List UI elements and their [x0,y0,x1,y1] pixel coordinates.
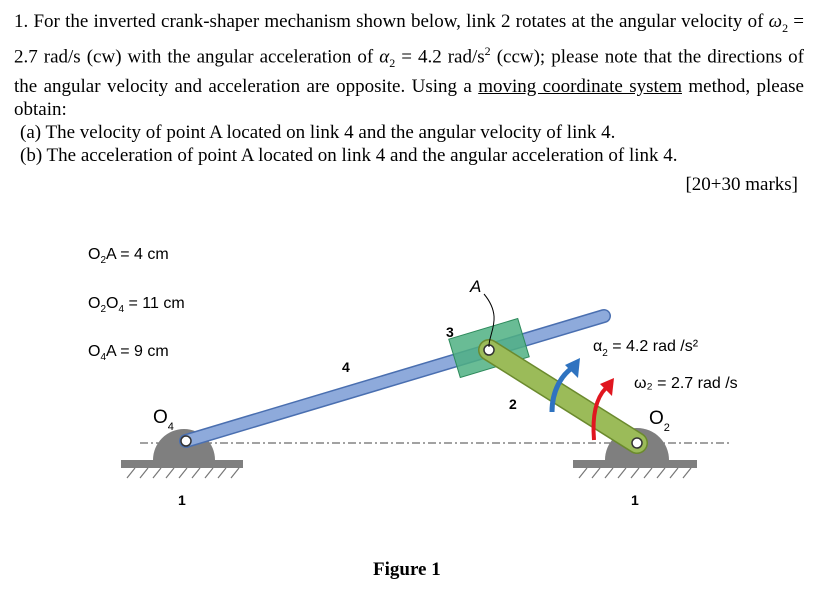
label-ground-left: 1 [178,492,186,508]
pin-o4 [181,436,191,446]
ground-left-hatching [127,468,239,478]
label-ground-right: 1 [631,492,639,508]
problem-intro: 1. For the inverted crank-shaper mechanism shown below, link 2 rotates at the angular velocity of $\omega_2 = 2.7$ rad/s (cw) with the angular acceleration of $\alpha_2 = 4.2$ rad/$s^2$ (ccw); please note that the directions of the angular velocity and acceleration are opposite. Using a moving coordinate system method, please obtain: [14,11,805,120]
ground-right-hatching [579,468,691,478]
label-a: A [470,277,482,296]
ground-right-base [573,460,697,468]
label-o2: $O_2$ [649,408,670,434]
alpha-label: $\alpha_2 = 4.2$ rad /s² [593,338,699,359]
pin-o2 [632,438,642,448]
given-o2o4: $O_2O_4 = 11$ cm [88,295,185,316]
given-o4a: $O_4A = 9$ cm [88,343,169,364]
figure-caption: Figure 1 [373,559,441,580]
label-o4: $O_4$ [153,407,174,433]
part-b: (b) The acceleration of point A located on link 4 and the angular acceleration of link 4. [20,144,678,166]
label-link-4: 4 [342,359,350,375]
label-link-2: 2 [509,396,517,412]
problem-number: 1. [14,11,29,32]
underlined-method: moving coordinate system [478,75,682,97]
label-link-3: 3 [446,324,454,340]
part-a: (a) The velocity of point A located on link 4 and the angular velocity of link 4. [20,121,616,143]
marks-label: [20+30 marks] [685,174,798,195]
given-o2a: $O_2A = 4$ cm [88,246,169,267]
omega-label: ω₂ = 2.7 rad /s [634,375,738,392]
ground-left-base [121,460,243,468]
